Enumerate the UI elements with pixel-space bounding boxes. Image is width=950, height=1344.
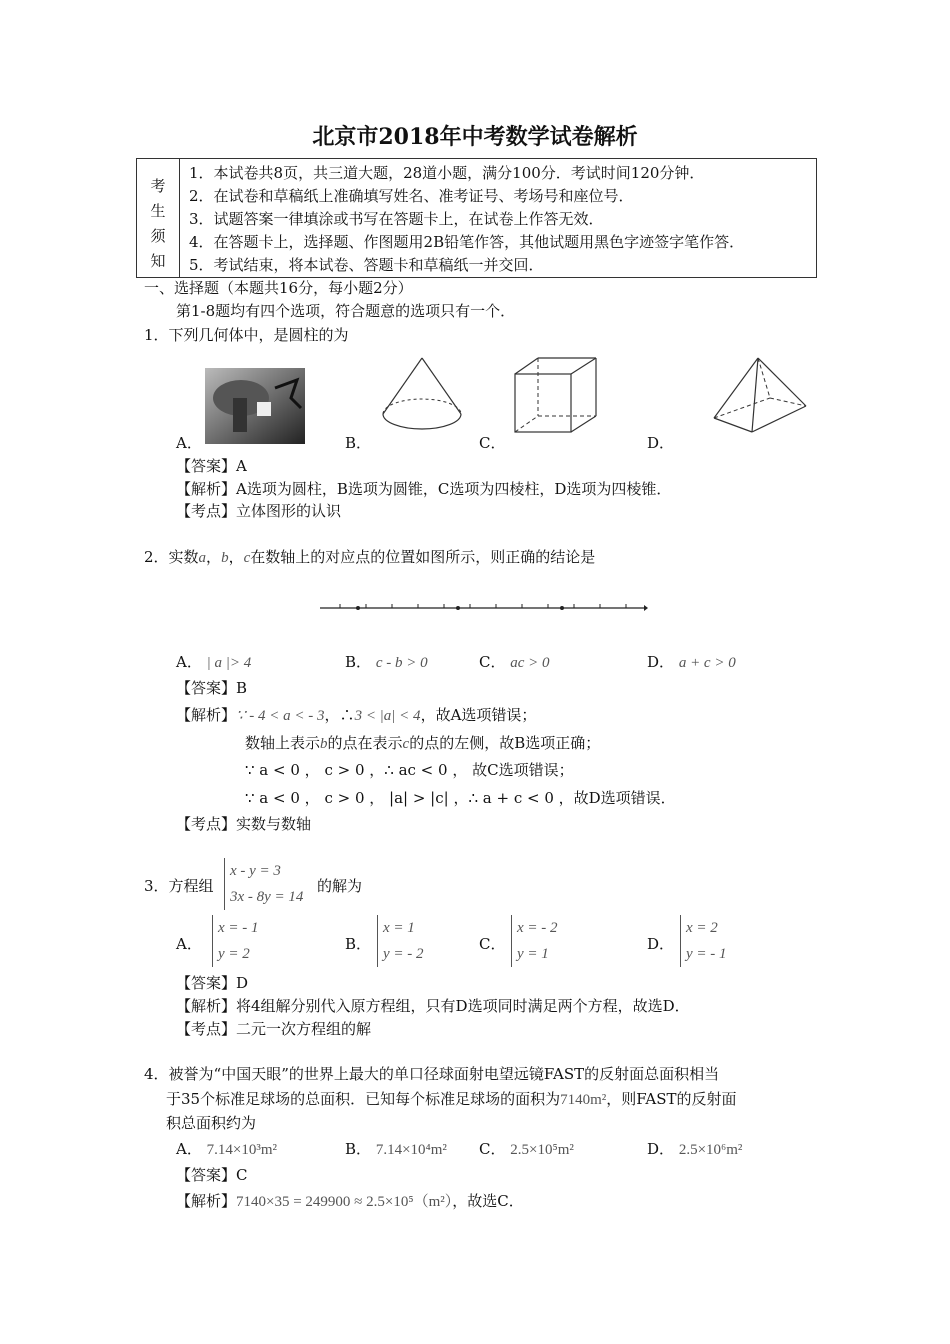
q4-option-math: 2.5×10⁶m² bbox=[678, 1142, 743, 1158]
notice-label-char: 生 bbox=[150, 202, 166, 220]
notice-box bbox=[136, 158, 817, 278]
q4-option-d bbox=[647, 1138, 742, 1159]
page-title: 北京市2018年中考数学试卷解析 bbox=[312, 124, 638, 150]
text: 于35个标准足球场的总面积．已知每个标准足球场的面积为 bbox=[166, 1090, 561, 1108]
q2-option-math: a + c > 0 bbox=[678, 655, 736, 671]
var-c: c bbox=[402, 736, 410, 752]
text: ，∴ bbox=[324, 706, 355, 724]
q4-option-label: A． bbox=[176, 1140, 202, 1158]
q3-option-d bbox=[680, 915, 727, 967]
q2-option-math: | a |> 4 bbox=[206, 655, 252, 671]
q1-answer: 【答案】A bbox=[176, 457, 247, 475]
equation: y = - 1 bbox=[686, 946, 727, 962]
notice-item: 3．试题答案一律填涂或书写在答题卡上，在试卷上作答无效． bbox=[189, 210, 604, 228]
q1-option-c-cube bbox=[512, 356, 602, 436]
q3-option-b bbox=[377, 915, 424, 967]
analysis-label: 【解析】 bbox=[176, 706, 237, 724]
equation: 3x - 8y = 14 bbox=[230, 889, 304, 905]
var-b: b bbox=[221, 550, 229, 566]
q4-option-label: B． bbox=[345, 1140, 372, 1158]
notice-item: 4．在答题卡上，选择题、作图题用2B铅笔作答，其他试题用黑色字迹签字笔作答． bbox=[189, 233, 745, 251]
q3-stem-post: 的解为 bbox=[317, 877, 363, 895]
q3-option-c-label: C． bbox=[479, 935, 506, 953]
notice-label-char: 考 bbox=[150, 177, 166, 195]
q4-option-a bbox=[176, 1138, 277, 1159]
q4-option-math: 7.14×10⁴m² bbox=[375, 1142, 447, 1158]
var-c: c bbox=[243, 550, 251, 566]
q3-option-c bbox=[511, 915, 558, 967]
q3-system bbox=[224, 858, 303, 910]
text: 的点的左侧，故B选项正确； bbox=[409, 734, 601, 752]
q4-option-math: 7.14×10³m² bbox=[206, 1142, 277, 1158]
q4-answer: 【答案】C bbox=[176, 1166, 248, 1184]
notice-label-char: 知 bbox=[150, 252, 166, 270]
text: ，故A选项错误； bbox=[420, 706, 537, 724]
q4-option-math: 2.5×10⁵m² bbox=[510, 1142, 574, 1158]
q4-analysis bbox=[176, 1190, 524, 1211]
q2-option-a bbox=[176, 651, 251, 672]
q4-option-c bbox=[479, 1138, 574, 1159]
q1-analysis: 【解析】A选项为圆柱，B选项为圆锥，C选项为四棱柱，D选项为四棱锥． bbox=[176, 480, 672, 498]
q2-sep: ， bbox=[228, 548, 244, 566]
q2-option-label: D． bbox=[647, 653, 675, 671]
notice-label bbox=[137, 159, 180, 277]
analysis-label: 【解析】 bbox=[176, 1192, 237, 1210]
equation: x - y = 3 bbox=[230, 863, 281, 879]
q2-option-label: C． bbox=[479, 653, 506, 671]
q2-answer: 【答案】B bbox=[176, 679, 248, 697]
q4-line3: 积总面积约为 bbox=[166, 1114, 257, 1132]
q3-option-a-label: A． bbox=[176, 935, 202, 953]
var-a: a bbox=[198, 550, 207, 566]
notice-item: 1．本试卷共8页，共三道大题，28道小题，满分100分．考试时间120分钟． bbox=[189, 164, 705, 182]
q4-option-b bbox=[345, 1138, 447, 1159]
q3-option-d-label: D． bbox=[647, 935, 675, 953]
q1-option-b-cone bbox=[378, 356, 468, 436]
q1-option-d-pyramid bbox=[712, 356, 812, 436]
text: 的点在表示 bbox=[327, 734, 403, 752]
q3-answer: 【答案】D bbox=[176, 974, 249, 992]
q2-analysis-line1 bbox=[176, 704, 536, 725]
q3-option-a bbox=[212, 915, 259, 967]
q4-line1: 4．被誉为“中国天眼”的世界上最大的单口径球面射电望远镜FAST的反射面总面积相当 bbox=[144, 1065, 720, 1083]
notice-item: 5．考试结束，将本试卷、答题卡和草稿纸一并交回． bbox=[189, 256, 544, 274]
q2-sep: ， bbox=[206, 548, 222, 566]
equation: x = - 1 bbox=[218, 920, 259, 936]
q2-option-c bbox=[479, 651, 550, 672]
math-expr: 7140m² bbox=[560, 1092, 607, 1108]
q2-option-math: ac > 0 bbox=[510, 655, 550, 671]
q1-option-c-label: C． bbox=[479, 434, 506, 452]
q2-analysis-line4: ∵ a < 0 ， c > 0 ， |a| > |c| ，∴ a + c < 0 ，故D选项错误． bbox=[245, 789, 676, 807]
section-heading: 一、选择题（本题共16分，每小题2分） bbox=[144, 279, 413, 297]
notice-item: 2．在试卷和草稿纸上准确填写姓名、准考证号、考场号和座位号． bbox=[189, 187, 634, 205]
q3-topic: 【考点】二元一次方程组的解 bbox=[176, 1020, 372, 1038]
q2-option-label: A． bbox=[176, 653, 202, 671]
q2-option-label: B． bbox=[345, 653, 372, 671]
notice-label-char: 须 bbox=[150, 227, 166, 245]
math-expr: ∵ - 4 < a < - 3 bbox=[236, 708, 325, 724]
q4-option-label: D． bbox=[647, 1140, 675, 1158]
q2-analysis-line3: ∵ a < 0 ， c > 0 ，∴ ac < 0 ， 故C选项错误； bbox=[245, 761, 574, 779]
q2-stem-post: 在数轴上的对应点的位置如图所示，则正确的结论是 bbox=[250, 548, 596, 566]
q4-line2 bbox=[166, 1088, 736, 1109]
equation: x = - 2 bbox=[517, 920, 558, 936]
equation: y = 2 bbox=[218, 946, 250, 962]
q1-topic: 【考点】立体图形的认识 bbox=[176, 502, 342, 520]
text: ，故选C． bbox=[452, 1192, 524, 1210]
math-expr: 7140×35 = 249900 ≈ 2.5×10⁵（m²） bbox=[236, 1194, 453, 1210]
math-expr: 3 < |a| < 4 bbox=[354, 708, 421, 724]
q2-option-math: c - b > 0 bbox=[375, 655, 428, 671]
q1-option-a-label: A． bbox=[176, 434, 202, 452]
equation: x = 1 bbox=[383, 920, 415, 936]
q3-stem-pre: 3．方程组 bbox=[144, 877, 214, 895]
q3-option-b-label: B． bbox=[345, 935, 372, 953]
equation: y = 1 bbox=[517, 946, 549, 962]
q2-analysis-line2 bbox=[245, 732, 600, 753]
text: ，则FAST的反射面 bbox=[606, 1090, 737, 1108]
q2-topic: 【考点】实数与数轴 bbox=[176, 815, 312, 833]
q3-analysis: 【解析】将4组解分别代入原方程组，只有D选项同时满足两个方程，故选D． bbox=[176, 997, 690, 1015]
section-instruction: 第1-8题均有四个选项，符合题意的选项只有一个． bbox=[176, 302, 516, 320]
q2-stem-pre: 2．实数 bbox=[144, 548, 199, 566]
equation: x = 2 bbox=[686, 920, 718, 936]
q2-stem bbox=[144, 546, 595, 567]
q1-option-b-label: B． bbox=[345, 434, 372, 452]
q1-option-a-image bbox=[205, 368, 305, 444]
q2-option-b bbox=[345, 651, 428, 672]
q2-number-line bbox=[318, 600, 648, 616]
q4-option-label: C． bbox=[479, 1140, 506, 1158]
var-b: b bbox=[320, 736, 328, 752]
q2-option-d bbox=[647, 651, 736, 672]
equation: y = - 2 bbox=[383, 946, 424, 962]
q1-option-d-label: D． bbox=[647, 434, 675, 452]
q1-stem: 1．下列几何体中，是圆柱的为 bbox=[144, 326, 349, 344]
text: 数轴上表示 bbox=[245, 734, 321, 752]
